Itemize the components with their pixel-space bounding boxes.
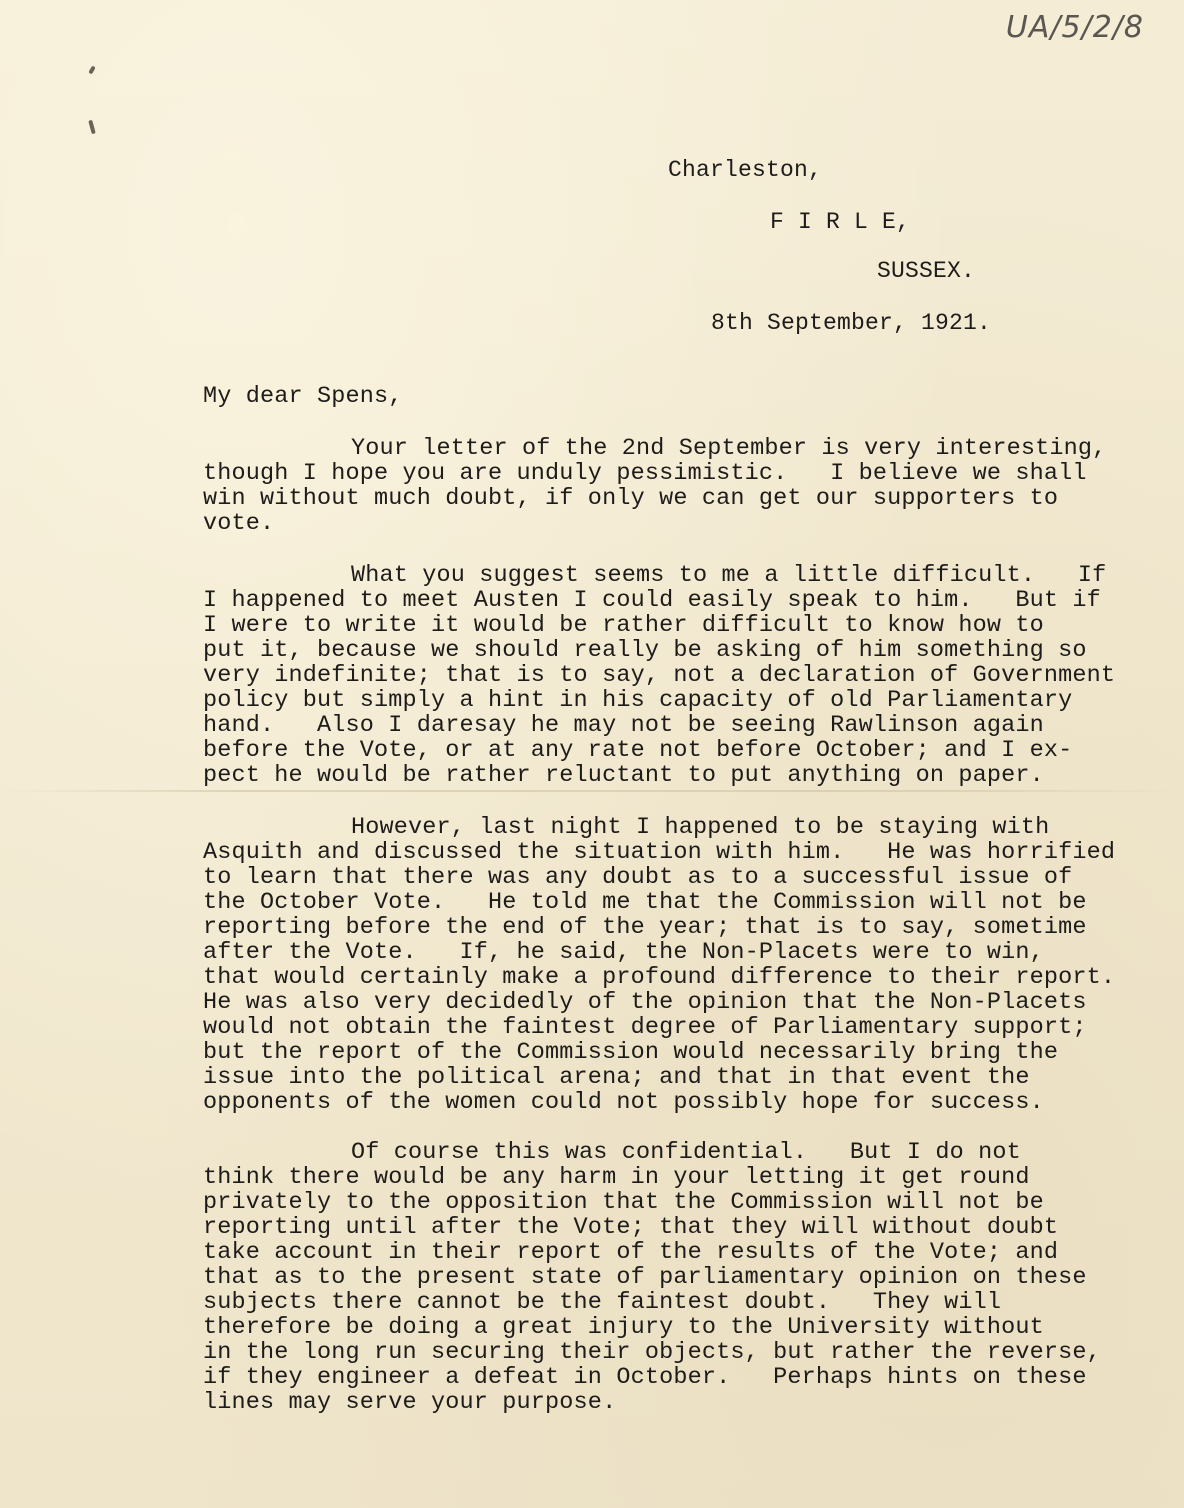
body-line: opponents of the women could not possibly hope for success.	[203, 1089, 1044, 1116]
body-line: reporting before the end of the year; that is to say, sometime	[203, 914, 1087, 941]
body-line: Of course this was confidential. But I do not	[351, 1139, 1021, 1166]
body-line: though I hope you are unduly pessimistic. I believe we shall	[203, 460, 1087, 487]
body-line: However, last night I happened to be staying with	[351, 814, 1050, 841]
body-line: hand. Also I daresay he may not be seeing Rawlinson again	[203, 712, 1044, 739]
ink-mark	[88, 66, 95, 75]
body-line: therefore be doing a great injury to the University without	[203, 1314, 1044, 1341]
body-line: pect he would be rather reluctant to put anything on paper.	[203, 762, 1044, 789]
body-line: I happened to meet Austen I could easily speak to him. But if	[203, 587, 1101, 614]
body-line: take account in their report of the results of the Vote; and	[203, 1239, 1059, 1266]
body-line: issue into the political arena; and that in that event the	[203, 1064, 1030, 1091]
archive-reference: UA/5/2/8	[1005, 10, 1144, 45]
body-line: that as to the present state of parliamentary opinion on these	[203, 1264, 1087, 1291]
body-line: What you suggest seems to me a little difficult. If	[351, 562, 1107, 589]
paper-fold-line	[0, 790, 1184, 792]
body-line: that would certainly make a profound difference to their report.	[203, 964, 1116, 991]
body-line: after the Vote. If, he said, the Non-Placets were to win,	[203, 939, 1044, 966]
body-line: put it, because we should really be asking of him something so	[203, 637, 1087, 664]
body-line: I were to write it would be rather difficult to know how to	[203, 612, 1044, 639]
letter-date: 8th September, 1921.	[711, 310, 992, 336]
body-line: but the report of the Commission would necessarily bring the	[203, 1039, 1059, 1066]
body-line: in the long run securing their objects, but rather the reverse,	[203, 1339, 1101, 1366]
body-line: before the Vote, or at any rate not before October; and I ex-	[203, 737, 1073, 764]
body-line: would not obtain the faintest degree of Parliamentary support;	[203, 1014, 1087, 1041]
body-line: Your letter of the 2nd September is very interesting,	[351, 435, 1107, 462]
salutation: My dear Spens,	[203, 383, 403, 410]
body-line: privately to the opposition that the Commission will not be	[203, 1189, 1044, 1216]
body-line: the October Vote. He told me that the Commission will not be	[203, 889, 1087, 916]
body-line: subjects there cannot be the faintest doubt. They will	[203, 1289, 1002, 1316]
body-line: Asquith and discussed the situation with him. He was horrified	[203, 839, 1116, 866]
body-line: He was also very decidedly of the opinion that the Non-Placets	[203, 989, 1087, 1016]
body-line: vote.	[203, 510, 275, 537]
body-line: to learn that there was any doubt as to a successful issue of	[203, 864, 1073, 891]
body-line: think there would be any harm in your letting it get round	[203, 1164, 1030, 1191]
address-line-1: Charleston,	[668, 157, 823, 183]
address-line-3: SUSSEX.	[877, 258, 976, 284]
ink-mark	[88, 120, 95, 135]
body-line: policy but simply a hint in his capacity of old Parliamentary	[203, 687, 1073, 714]
body-line: lines may serve your purpose.	[203, 1389, 617, 1416]
body-line: if they engineer a defeat in October. Perhaps hints on these	[203, 1364, 1087, 1391]
body-line: reporting until after the Vote; that they will without doubt	[203, 1214, 1059, 1241]
body-line: very indefinite; that is to say, not a declaration of Government	[203, 662, 1116, 689]
address-line-2: F I R L E,	[770, 209, 911, 235]
body-line: win without much doubt, if only we can get our supporters to	[203, 485, 1059, 512]
